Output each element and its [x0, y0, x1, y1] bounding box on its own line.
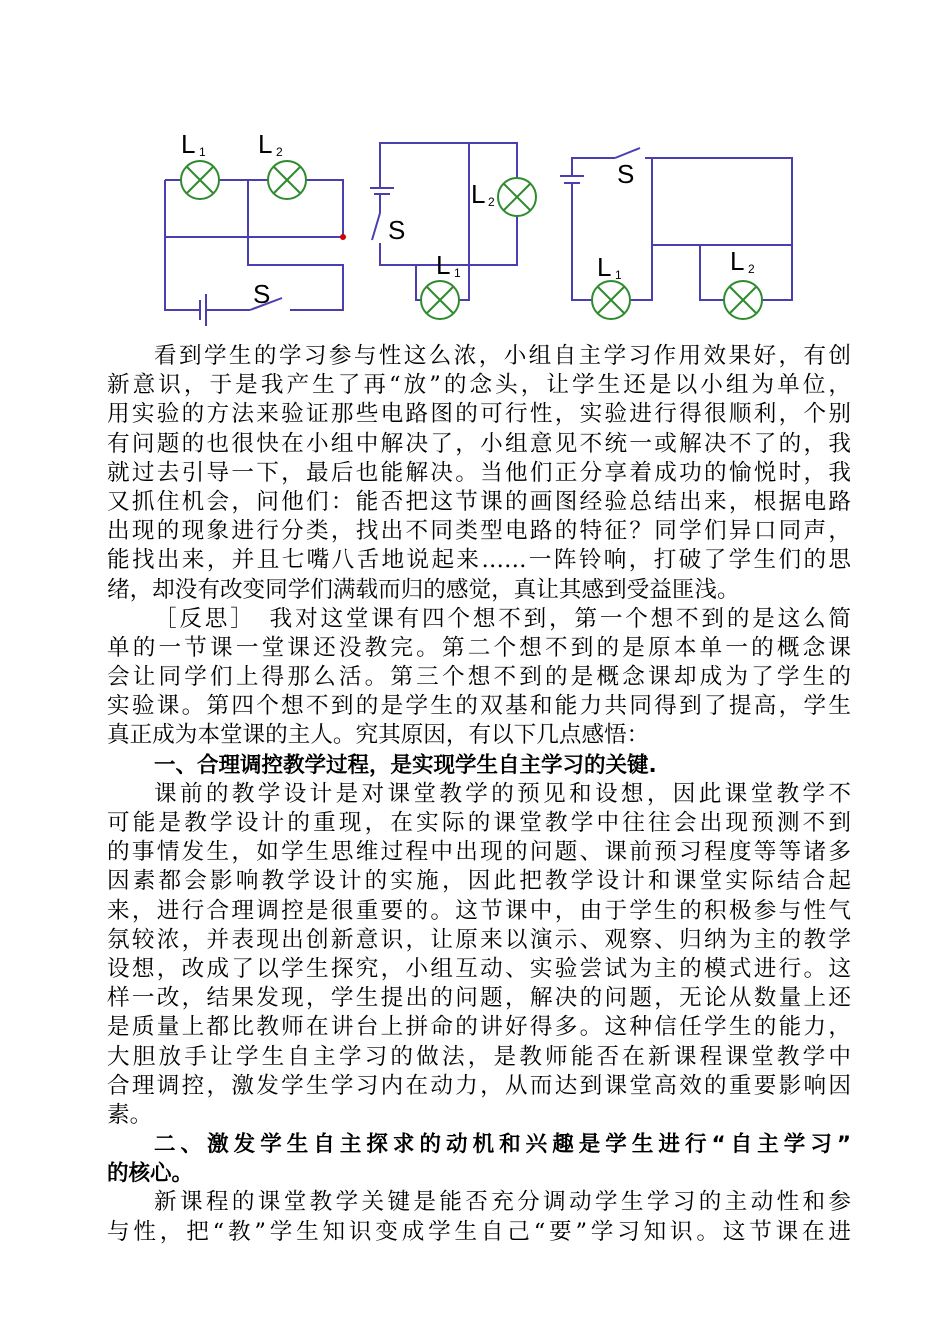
text-line: 能找出来，并且七嘴八舌地说起来……一阵铃响，打破了学生们的思 [107, 547, 851, 574]
text-line: 课前的教学设计是对课堂教学的预见和设想，因此课堂教学不 [154, 780, 851, 807]
text-line: 与性，把“教”学生知识变成学生自己“要”学习知识。这节课在进 [107, 1218, 851, 1245]
text-line: 会让同学们上得那么活。第三个想不到的是概念课却成为了学生的 [107, 664, 851, 691]
section-heading: 的核心。 [107, 1161, 194, 1187]
label-l1: L [436, 250, 451, 280]
circuit-diagram-3 [560, 148, 792, 319]
text-line: 可能是教学设计的重现，在实际的课堂教学中往往会出现预测不到 [107, 810, 851, 836]
paragraph-reflection [107, 605, 851, 751]
paragraph-section-2 [107, 1188, 851, 1246]
text-line: ［反思］ 我对这堂课有四个想不到，第一个想不到的是这么简 [154, 605, 851, 632]
text-line: 实验课。第四个想不到的是学生的双基和能力共同得到了提高，学生 [107, 693, 851, 720]
junction-node [340, 234, 346, 240]
lamp-l1-symbol [421, 281, 459, 319]
label-l2-sub: 2 [488, 195, 495, 209]
text-line: 大胆放手让学生自主学习的做法，是教师能否在新课程课堂教学中 [107, 1043, 851, 1070]
text-line: 样一改，结果发现，学生提出的问题，解决的问题，无论从数量上还 [107, 985, 851, 1012]
text-line: 氛较浓，并表现出创新意识，让原来以演示、观察、归纳为主的教学 [107, 926, 851, 953]
text-line: 看到学生的学习参与性这么浓，小组自主学习作用效果好，有创 [154, 343, 851, 369]
text-line: 就过去引导一下，最后也能解决。当他们正分享着成功的愉悦时，我 [107, 459, 851, 486]
text-line: 新课程的课堂教学关键是能否充分调动学生学习的主动性和参 [154, 1189, 851, 1216]
label-switch: S [388, 215, 406, 245]
heading-section-1 [107, 751, 851, 780]
lamp-l1-symbol [592, 281, 630, 319]
label-l1-sub: 1 [615, 268, 622, 282]
circuit-diagram-2 [370, 143, 536, 319]
lamp-l1-symbol [181, 161, 219, 199]
text-line: 新意识，于是我产生了再“放”的念头，让学生还是以小组为单位， [107, 372, 851, 399]
paragraph-section-1 [107, 780, 851, 1130]
heading-section-2 [107, 1130, 851, 1188]
text-line: 是质量上都比教师在讲台上拼命的讲好得多。这种信任学生的能力， [107, 1014, 851, 1041]
text-line: 设想，改成了以学生探究，小组互动、实验尝试为主的模式进行。这 [107, 955, 851, 982]
text-line: 来，进行合理调控是很重要的。这节课中，由于学生的积极参与性气 [107, 897, 851, 924]
lamp-l2-symbol [498, 178, 536, 216]
text-line: 用实验的方法来验证那些电路图的可行性，实验进行得很顺利，个别 [107, 401, 851, 428]
paragraph-observation [107, 342, 851, 605]
lamp-l2-symbol [268, 161, 306, 199]
label-l2: L [471, 179, 486, 209]
text-line: 真正成为本堂课的主人。究其原因，有以下几点感悟： [107, 722, 650, 749]
text-line: 有问题的也很快在小组中解决了，小组意见不统一或解决不了的，我 [107, 430, 851, 457]
label-l2: L [730, 246, 745, 276]
text-line: 因素都会影响教学设计的实施，因此把教学设计和课堂实际结合起 [107, 868, 851, 895]
label-switch: S [253, 279, 271, 309]
text-line: 的事情发生，如学生思维过程中出现的问题、课前预习程度等等诸多 [107, 839, 851, 866]
text-line: 又抓住机会，问他们：能否把这节课的画图经验总结出来，根据电路 [107, 488, 851, 515]
text-line: 出现的现象进行分类，找出不同类型电路的特征？同学们异口同声， [107, 518, 851, 545]
label-l2: L [258, 129, 273, 159]
circuit-diagram-1 [165, 129, 346, 326]
label-l1: L [597, 252, 612, 282]
label-l1-sub: 1 [199, 145, 206, 159]
text-line: 绪，却没有改变同学们满载而归的感觉，真让其感到受益匪浅。 [107, 576, 740, 603]
label-l1: L [181, 129, 196, 159]
circuit-figure [0, 0, 950, 340]
section-heading: 二、激发学生自主探求的动机和兴趣是学生进行“自主学习” [154, 1132, 851, 1158]
label-l1-sub: 1 [454, 266, 461, 280]
section-heading: 一、合理调控教学过程，是实现学生自主学习的关键. [154, 752, 657, 778]
label-switch: S [617, 159, 635, 189]
lamp-l2-symbol [724, 281, 762, 319]
document-body [107, 342, 851, 1247]
text-line: 素。 [107, 1101, 153, 1128]
text-line: 单的一节课一堂课还没教完。第二个想不到的是原本单一的概念课 [107, 634, 851, 661]
label-l2-sub: 2 [748, 262, 755, 276]
text-line: 合理调控，激发学生学习内在动力，从而达到课堂高效的重要影响因 [107, 1072, 851, 1099]
label-l2-sub: 2 [276, 145, 283, 159]
